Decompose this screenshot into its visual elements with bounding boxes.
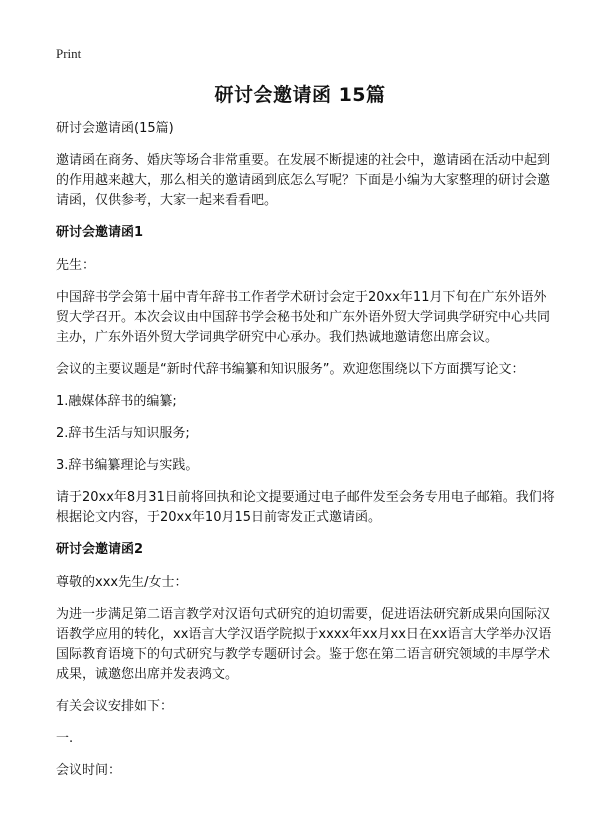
section-heading-1: 研讨会邀请函1 (56, 225, 144, 240)
topic-item-1: 1.融媒体辞书的编纂; (56, 394, 177, 409)
section2-paragraph-4: 会议时间： (56, 763, 122, 778)
section2-paragraph-3: 一. (56, 731, 74, 746)
document-subtitle: 研讨会邀请函(15篇) (56, 121, 174, 136)
section-heading-2: 研讨会邀请函2 (56, 542, 144, 557)
print-link[interactable]: Print (56, 46, 82, 61)
intro-paragraph: 邀请函在商务、婚庆等场合非常重要。在发展不断提速的社会中，邀请函在活动中起到的作用越来越大，那么相关的邀请函到底怎么写呢？下面是小编为大家整理的研讨会邀请函，仅供参考，大家一起来看看吧。 (56, 153, 551, 208)
section1-paragraph-3: 请于20xx年8月31日前将回执和论文提要通过电子邮件发至会务专用电子邮箱。我们将根据论文内容，于20xx年10月15日前寄发正式邀请函。 (56, 490, 555, 525)
section2-paragraph-1: 为进一步满足第二语言教学对汉语句式研究的迫切需要，促进语法研究新成果向国际汉语教学应用的转化，xx语言大学汉语学院拟于xxxx年xx月xx日在xx语言大学举办汉语国际教育语境下的句式研究与教学专题研讨会。鉴于您在第二语言研究领域的丰厚学术成果，诚邀您出席并发表鸿文。 (56, 607, 552, 682)
topic-item-2: 2.辞书生活与知识服务; (56, 426, 190, 441)
page-title: 研讨会邀请函 15篇 (214, 84, 386, 106)
document-body (56, 119, 556, 793)
salutation-2: 尊敬的xxx先生/女士： (56, 575, 188, 590)
topic-item-3: 3.辞书编纂理论与实践。 (56, 458, 199, 473)
section1-paragraph-2: 会议的主要议题是“新时代辞书编纂和知识服务”。欢迎您围绕以下方面撰写论文： (56, 362, 525, 377)
salutation-1: 先生： (56, 258, 96, 273)
section2-paragraph-2: 有关会议安排如下： (56, 699, 174, 714)
section1-paragraph-1: 中国辞书学会第十届中青年辞书工作者学术研讨会定于20xx年11月下旬在广东外语外贸大学召开。本次会议由中国辞书学会秘书处和广东外语外贸大学词典学研究中心共同主办，广东外语外贸大学词典学研究中心承办。我们热诚地邀请您出席会议。 (56, 290, 551, 345)
